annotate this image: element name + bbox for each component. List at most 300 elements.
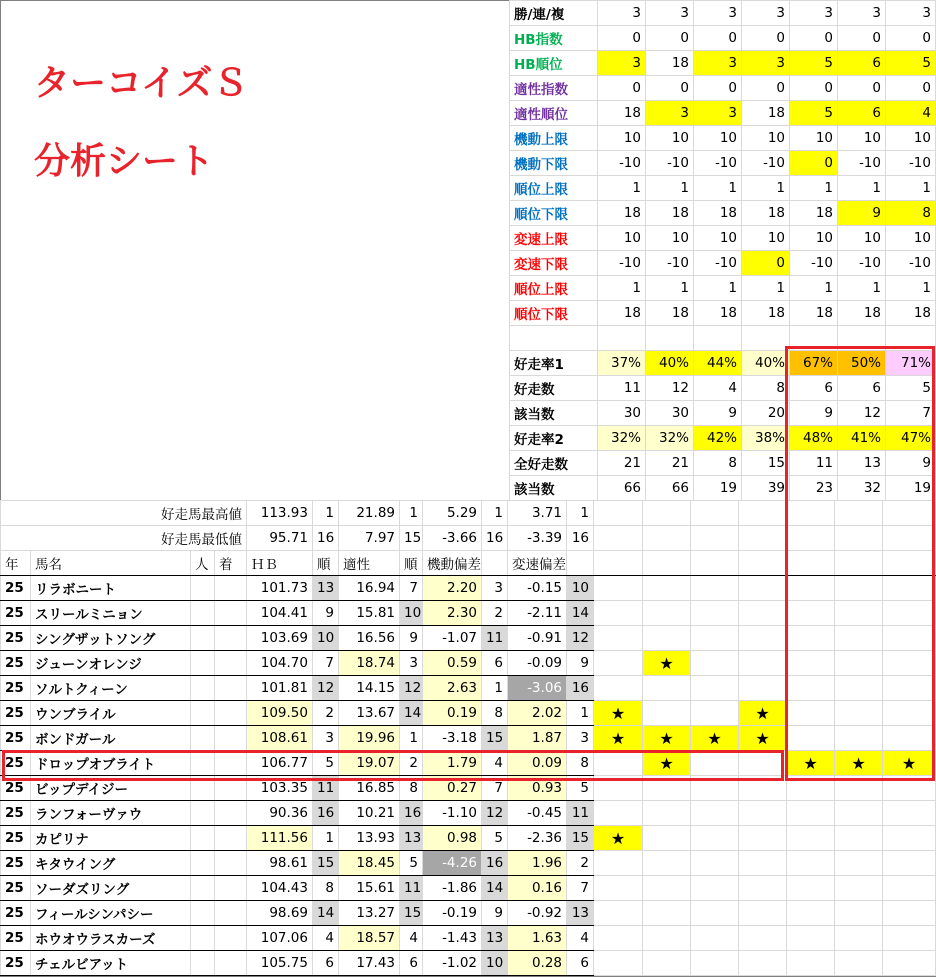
hb-rank: 8 xyxy=(313,876,339,901)
empty-cell xyxy=(883,651,936,676)
params-row xyxy=(510,226,936,251)
empty-cell xyxy=(691,801,739,826)
stats-value: 47% xyxy=(886,426,936,451)
params-label: 機動上限 xyxy=(510,126,598,151)
aptitude-rank: 4 xyxy=(400,926,423,951)
hb-rank: 11 xyxy=(313,776,339,801)
hb-index: 106.77 xyxy=(247,751,313,776)
empty-cell xyxy=(691,751,739,776)
params-value: 10 xyxy=(790,226,838,251)
hb-index: 104.41 xyxy=(247,601,313,626)
summary-value: 95.71 xyxy=(247,526,313,551)
aptitude-index: 15.81 xyxy=(339,601,400,626)
summary-value: 7.97 xyxy=(339,526,400,551)
empty-cell xyxy=(835,851,883,876)
empty-cell xyxy=(883,901,936,926)
empty-cell xyxy=(787,676,835,701)
mobility-rank: 16 xyxy=(482,851,508,876)
spacer-row xyxy=(510,326,936,351)
aptitude-index: 18.74 xyxy=(339,651,400,676)
speed-deviation: 1.96 xyxy=(508,851,567,876)
empty-cell xyxy=(691,651,739,676)
params-value: 18 xyxy=(742,101,790,126)
params-value: 18 xyxy=(790,201,838,226)
aptitude-rank: 15 xyxy=(400,901,423,926)
params-label: 順位下限 xyxy=(510,201,598,226)
horse-table xyxy=(0,500,936,976)
aptitude-index: 16.94 xyxy=(339,576,400,601)
aptitude-index: 10.21 xyxy=(339,801,400,826)
params-value: 10 xyxy=(742,126,790,151)
params-value: 0 xyxy=(742,26,790,51)
params-value: 4 xyxy=(886,101,936,126)
aptitude-index: 13.67 xyxy=(339,701,400,726)
params-value: 1 xyxy=(646,176,694,201)
params-value: 1 xyxy=(886,176,936,201)
mobility-deviation: 2.63 xyxy=(423,676,482,701)
speed-rank: 9 xyxy=(567,651,594,676)
hb-index: 98.61 xyxy=(247,851,313,876)
hb-index: 98.69 xyxy=(247,901,313,926)
empty-cell xyxy=(835,701,883,726)
stats-row xyxy=(510,376,936,401)
stats-value: 19 xyxy=(694,476,742,501)
horse-name: シングザットソング xyxy=(31,626,191,651)
horse-year: 25 xyxy=(1,851,31,876)
empty-cell xyxy=(691,701,739,726)
column-header: 人 xyxy=(191,551,215,576)
summary-label: 好走馬最低値 xyxy=(1,526,247,551)
mobility-deviation: -4.26 xyxy=(423,851,482,876)
params-value: 0 xyxy=(886,76,936,101)
empty-cell xyxy=(787,501,835,526)
empty-cell xyxy=(883,501,936,526)
params-value: 18 xyxy=(790,301,838,326)
params-value: 0 xyxy=(790,151,838,176)
empty-cell xyxy=(742,326,790,351)
empty-cell xyxy=(739,551,787,576)
finish-cell xyxy=(215,626,247,651)
empty-cell xyxy=(883,701,936,726)
empty-cell xyxy=(643,901,691,926)
column-header: 機動偏差 xyxy=(423,551,482,576)
stats-value: 42% xyxy=(694,426,742,451)
aptitude-rank: 13 xyxy=(400,826,423,851)
hb-rank: 10 xyxy=(313,626,339,651)
speed-rank: 7 xyxy=(567,876,594,901)
empty-cell xyxy=(739,826,787,851)
finish-cell xyxy=(215,851,247,876)
hb-rank: 7 xyxy=(313,651,339,676)
stats-value: 32% xyxy=(598,426,646,451)
aptitude-index: 15.61 xyxy=(339,876,400,901)
empty-cell xyxy=(835,576,883,601)
params-value: 5 xyxy=(886,51,936,76)
empty-cell xyxy=(646,326,694,351)
empty-cell xyxy=(787,701,835,726)
horse-year: 25 xyxy=(1,601,31,626)
summary-row xyxy=(1,501,936,526)
empty-cell xyxy=(835,951,883,976)
speed-rank: 14 xyxy=(567,601,594,626)
hb-rank: 16 xyxy=(313,801,339,826)
stats-value: 50% xyxy=(838,351,886,376)
stats-label: 該当数 xyxy=(510,401,598,426)
speed-deviation: 0.16 xyxy=(508,876,567,901)
speed-deviation: -3.06 xyxy=(508,676,567,701)
params-value: 10 xyxy=(646,126,694,151)
horse-name: ボンドガール xyxy=(31,726,191,751)
params-label: 変速上限 xyxy=(510,226,598,251)
popularity-cell xyxy=(191,701,215,726)
params-value: 18 xyxy=(646,301,694,326)
params-value: 10 xyxy=(838,126,886,151)
aptitude-rank: 5 xyxy=(400,851,423,876)
params-value: 18 xyxy=(742,301,790,326)
horse-year: 25 xyxy=(1,651,31,676)
popularity-cell xyxy=(191,751,215,776)
stats-value: 21 xyxy=(598,451,646,476)
params-value: 3 xyxy=(598,1,646,26)
stats-value: 9 xyxy=(790,401,838,426)
empty-cell xyxy=(739,901,787,926)
column-header: 馬名 xyxy=(31,551,191,576)
speed-deviation: -0.91 xyxy=(508,626,567,651)
horse-row xyxy=(1,576,936,601)
horse-name: ランフォーヴァウ xyxy=(31,801,191,826)
horse-year: 25 xyxy=(1,626,31,651)
empty-cell xyxy=(691,551,739,576)
star-mark: ★ xyxy=(739,701,787,726)
aptitude-rank: 6 xyxy=(400,951,423,976)
speed-rank: 2 xyxy=(567,851,594,876)
empty-cell xyxy=(739,851,787,876)
params-value: 18 xyxy=(598,301,646,326)
empty-cell xyxy=(594,551,643,576)
speed-deviation: -0.09 xyxy=(508,651,567,676)
horse-row xyxy=(1,926,936,951)
empty-cell xyxy=(594,526,643,551)
empty-cell xyxy=(790,326,838,351)
aptitude-rank: 1 xyxy=(400,726,423,751)
empty-cell xyxy=(883,951,936,976)
horse-year: 25 xyxy=(1,826,31,851)
stats-value: 15 xyxy=(742,451,790,476)
params-value: 0 xyxy=(694,76,742,101)
empty-cell xyxy=(643,526,691,551)
mobility-deviation: -1.43 xyxy=(423,926,482,951)
horse-year: 25 xyxy=(1,676,31,701)
params-value: -10 xyxy=(838,251,886,276)
stats-value: 71% xyxy=(886,351,936,376)
params-row xyxy=(510,51,936,76)
stats-label: 全好走数 xyxy=(510,451,598,476)
empty-cell xyxy=(787,601,835,626)
horse-row xyxy=(1,876,936,901)
params-row xyxy=(510,276,936,301)
star-mark: ★ xyxy=(739,726,787,751)
params-value: 1 xyxy=(598,176,646,201)
empty-cell xyxy=(886,326,936,351)
params-value: 1 xyxy=(742,276,790,301)
stats-label: 該当数 xyxy=(510,476,598,501)
params-value: 1 xyxy=(838,276,886,301)
aptitude-index: 18.45 xyxy=(339,851,400,876)
empty-cell xyxy=(739,501,787,526)
stats-value: 30 xyxy=(598,401,646,426)
params-value: 18 xyxy=(694,201,742,226)
empty-cell xyxy=(594,951,643,976)
horse-row xyxy=(1,851,936,876)
mobility-rank: 6 xyxy=(482,651,508,676)
stats-value: 12 xyxy=(646,376,694,401)
params-value: 3 xyxy=(598,51,646,76)
params-value: 3 xyxy=(838,1,886,26)
empty-cell xyxy=(643,501,691,526)
params-value: 10 xyxy=(790,126,838,151)
params-value: 3 xyxy=(742,51,790,76)
summary-row xyxy=(1,526,936,551)
speed-rank: 5 xyxy=(567,776,594,801)
params-value: 1 xyxy=(694,176,742,201)
aptitude-rank: 16 xyxy=(400,801,423,826)
stats-value: 39 xyxy=(742,476,790,501)
star-mark: ★ xyxy=(594,826,643,851)
empty-cell xyxy=(835,876,883,901)
horse-name: チェルビアット xyxy=(31,951,191,976)
stats-label: 好走数 xyxy=(510,376,598,401)
params-value: -10 xyxy=(646,151,694,176)
params-value: 0 xyxy=(598,26,646,51)
aptitude-index: 13.27 xyxy=(339,901,400,926)
speed-deviation: 2.02 xyxy=(508,701,567,726)
params-value: -10 xyxy=(886,251,936,276)
hb-rank: 13 xyxy=(313,576,339,601)
hb-index: 101.81 xyxy=(247,676,313,701)
params-value: 10 xyxy=(694,126,742,151)
horse-name: スリールミニョン xyxy=(31,601,191,626)
params-value: 0 xyxy=(646,26,694,51)
empty-cell xyxy=(787,951,835,976)
mobility-rank: 14 xyxy=(482,876,508,901)
horse-row xyxy=(1,626,936,651)
finish-cell xyxy=(215,876,247,901)
horse-name: ソーダズリング xyxy=(31,876,191,901)
hb-rank: 12 xyxy=(313,676,339,701)
params-row xyxy=(510,76,936,101)
params-row xyxy=(510,1,936,26)
horse-year: 25 xyxy=(1,776,31,801)
params-label: 変速下限 xyxy=(510,251,598,276)
params-row xyxy=(510,251,936,276)
empty-cell xyxy=(643,701,691,726)
empty-cell xyxy=(835,601,883,626)
horse-row xyxy=(1,901,936,926)
params-value: 10 xyxy=(694,226,742,251)
speed-rank: 12 xyxy=(567,626,594,651)
params-value: 10 xyxy=(886,226,936,251)
empty-cell xyxy=(838,326,886,351)
aptitude-index: 19.07 xyxy=(339,751,400,776)
mobility-deviation: -1.10 xyxy=(423,801,482,826)
stats-value: 32% xyxy=(646,426,694,451)
summary-value: 3.71 xyxy=(508,501,567,526)
empty-cell xyxy=(835,901,883,926)
empty-cell xyxy=(691,776,739,801)
horse-name: リラボニート xyxy=(31,576,191,601)
aptitude-rank: 11 xyxy=(400,876,423,901)
column-header: 年 xyxy=(1,551,31,576)
empty-cell xyxy=(835,826,883,851)
popularity-cell xyxy=(191,576,215,601)
empty-cell xyxy=(594,776,643,801)
params-value: 1 xyxy=(742,176,790,201)
horse-year: 25 xyxy=(1,726,31,751)
star-mark: ★ xyxy=(787,751,835,776)
column-header xyxy=(482,551,508,576)
speed-deviation: -0.92 xyxy=(508,901,567,926)
params-value: 18 xyxy=(694,301,742,326)
mobility-rank: 7 xyxy=(482,776,508,801)
empty-cell xyxy=(835,626,883,651)
sheet-title-line2: 分析シート xyxy=(34,141,215,182)
stats-value: 20 xyxy=(742,401,790,426)
empty-cell xyxy=(787,526,835,551)
hb-index: 105.75 xyxy=(247,951,313,976)
speed-rank: 6 xyxy=(567,951,594,976)
finish-cell xyxy=(215,826,247,851)
empty-cell xyxy=(835,551,883,576)
empty-cell xyxy=(594,576,643,601)
empty-cell xyxy=(691,626,739,651)
empty-cell xyxy=(643,626,691,651)
stats-value: 23 xyxy=(790,476,838,501)
empty-cell xyxy=(739,876,787,901)
params-value: 3 xyxy=(646,101,694,126)
horse-year: 25 xyxy=(1,951,31,976)
empty-cell xyxy=(883,726,936,751)
params-value: 1 xyxy=(598,276,646,301)
params-value: -10 xyxy=(598,151,646,176)
params-value: 0 xyxy=(790,76,838,101)
empty-cell xyxy=(883,676,936,701)
horse-row xyxy=(1,651,936,676)
empty-cell xyxy=(787,626,835,651)
mobility-deviation: 0.19 xyxy=(423,701,482,726)
params-value: 1 xyxy=(790,276,838,301)
star-mark: ★ xyxy=(643,751,691,776)
stats-value: 13 xyxy=(838,451,886,476)
popularity-cell xyxy=(191,801,215,826)
params-row xyxy=(510,26,936,51)
summary-value: 1 xyxy=(482,501,508,526)
empty-cell xyxy=(883,526,936,551)
empty-cell xyxy=(691,851,739,876)
params-value: 0 xyxy=(646,76,694,101)
params-value: 0 xyxy=(694,26,742,51)
empty-cell xyxy=(691,826,739,851)
horse-name: ホウオウラスカーズ xyxy=(31,926,191,951)
params-row xyxy=(510,101,936,126)
empty-cell xyxy=(691,576,739,601)
params-value: 1 xyxy=(694,276,742,301)
mobility-deviation: 0.59 xyxy=(423,651,482,676)
empty-cell xyxy=(739,676,787,701)
mobility-deviation: -0.19 xyxy=(423,901,482,926)
params-row xyxy=(510,201,936,226)
stats-value: 5 xyxy=(886,376,936,401)
popularity-cell xyxy=(191,601,215,626)
speed-deviation: -2.11 xyxy=(508,601,567,626)
params-value: -10 xyxy=(694,151,742,176)
empty-cell xyxy=(883,876,936,901)
horse-year: 25 xyxy=(1,801,31,826)
stats-value: 21 xyxy=(646,451,694,476)
mobility-deviation: -1.07 xyxy=(423,626,482,651)
speed-rank: 4 xyxy=(567,926,594,951)
finish-cell xyxy=(215,926,247,951)
parameter-table xyxy=(509,0,936,501)
params-value: 3 xyxy=(886,1,936,26)
summary-value: 16 xyxy=(567,526,594,551)
params-value: 10 xyxy=(838,226,886,251)
finish-cell xyxy=(215,951,247,976)
stats-row xyxy=(510,351,936,376)
params-value: 6 xyxy=(838,51,886,76)
mobility-deviation: 0.98 xyxy=(423,826,482,851)
stats-value: 9 xyxy=(694,401,742,426)
empty-cell xyxy=(594,751,643,776)
finish-cell xyxy=(215,776,247,801)
summary-value: 16 xyxy=(313,526,339,551)
speed-rank: 13 xyxy=(567,901,594,926)
empty-cell xyxy=(691,926,739,951)
params-value: 8 xyxy=(886,201,936,226)
params-label: 適性順位 xyxy=(510,101,598,126)
speed-deviation: -2.36 xyxy=(508,826,567,851)
empty-cell xyxy=(787,901,835,926)
params-value: -10 xyxy=(742,151,790,176)
params-value: 3 xyxy=(694,101,742,126)
params-label: 勝/連/複 xyxy=(510,1,598,26)
params-value: 10 xyxy=(598,126,646,151)
popularity-cell xyxy=(191,951,215,976)
empty-cell xyxy=(787,726,835,751)
params-value: -10 xyxy=(838,151,886,176)
stats-value: 7 xyxy=(886,401,936,426)
horse-year: 25 xyxy=(1,576,31,601)
mobility-deviation: -3.18 xyxy=(423,726,482,751)
params-row xyxy=(510,301,936,326)
stats-value: 37% xyxy=(598,351,646,376)
empty-cell xyxy=(787,851,835,876)
params-value: 18 xyxy=(886,301,936,326)
empty-cell xyxy=(787,651,835,676)
params-label: 適性指数 xyxy=(510,76,598,101)
params-value: 1 xyxy=(646,276,694,301)
speed-deviation: -0.15 xyxy=(508,576,567,601)
hb-index: 111.56 xyxy=(247,826,313,851)
speed-deviation: 0.93 xyxy=(508,776,567,801)
summary-value: -3.39 xyxy=(508,526,567,551)
empty-cell xyxy=(835,926,883,951)
params-value: -10 xyxy=(694,251,742,276)
params-row xyxy=(510,176,936,201)
horse-year: 25 xyxy=(1,751,31,776)
popularity-cell xyxy=(191,926,215,951)
params-value: 18 xyxy=(646,201,694,226)
empty-cell xyxy=(739,526,787,551)
